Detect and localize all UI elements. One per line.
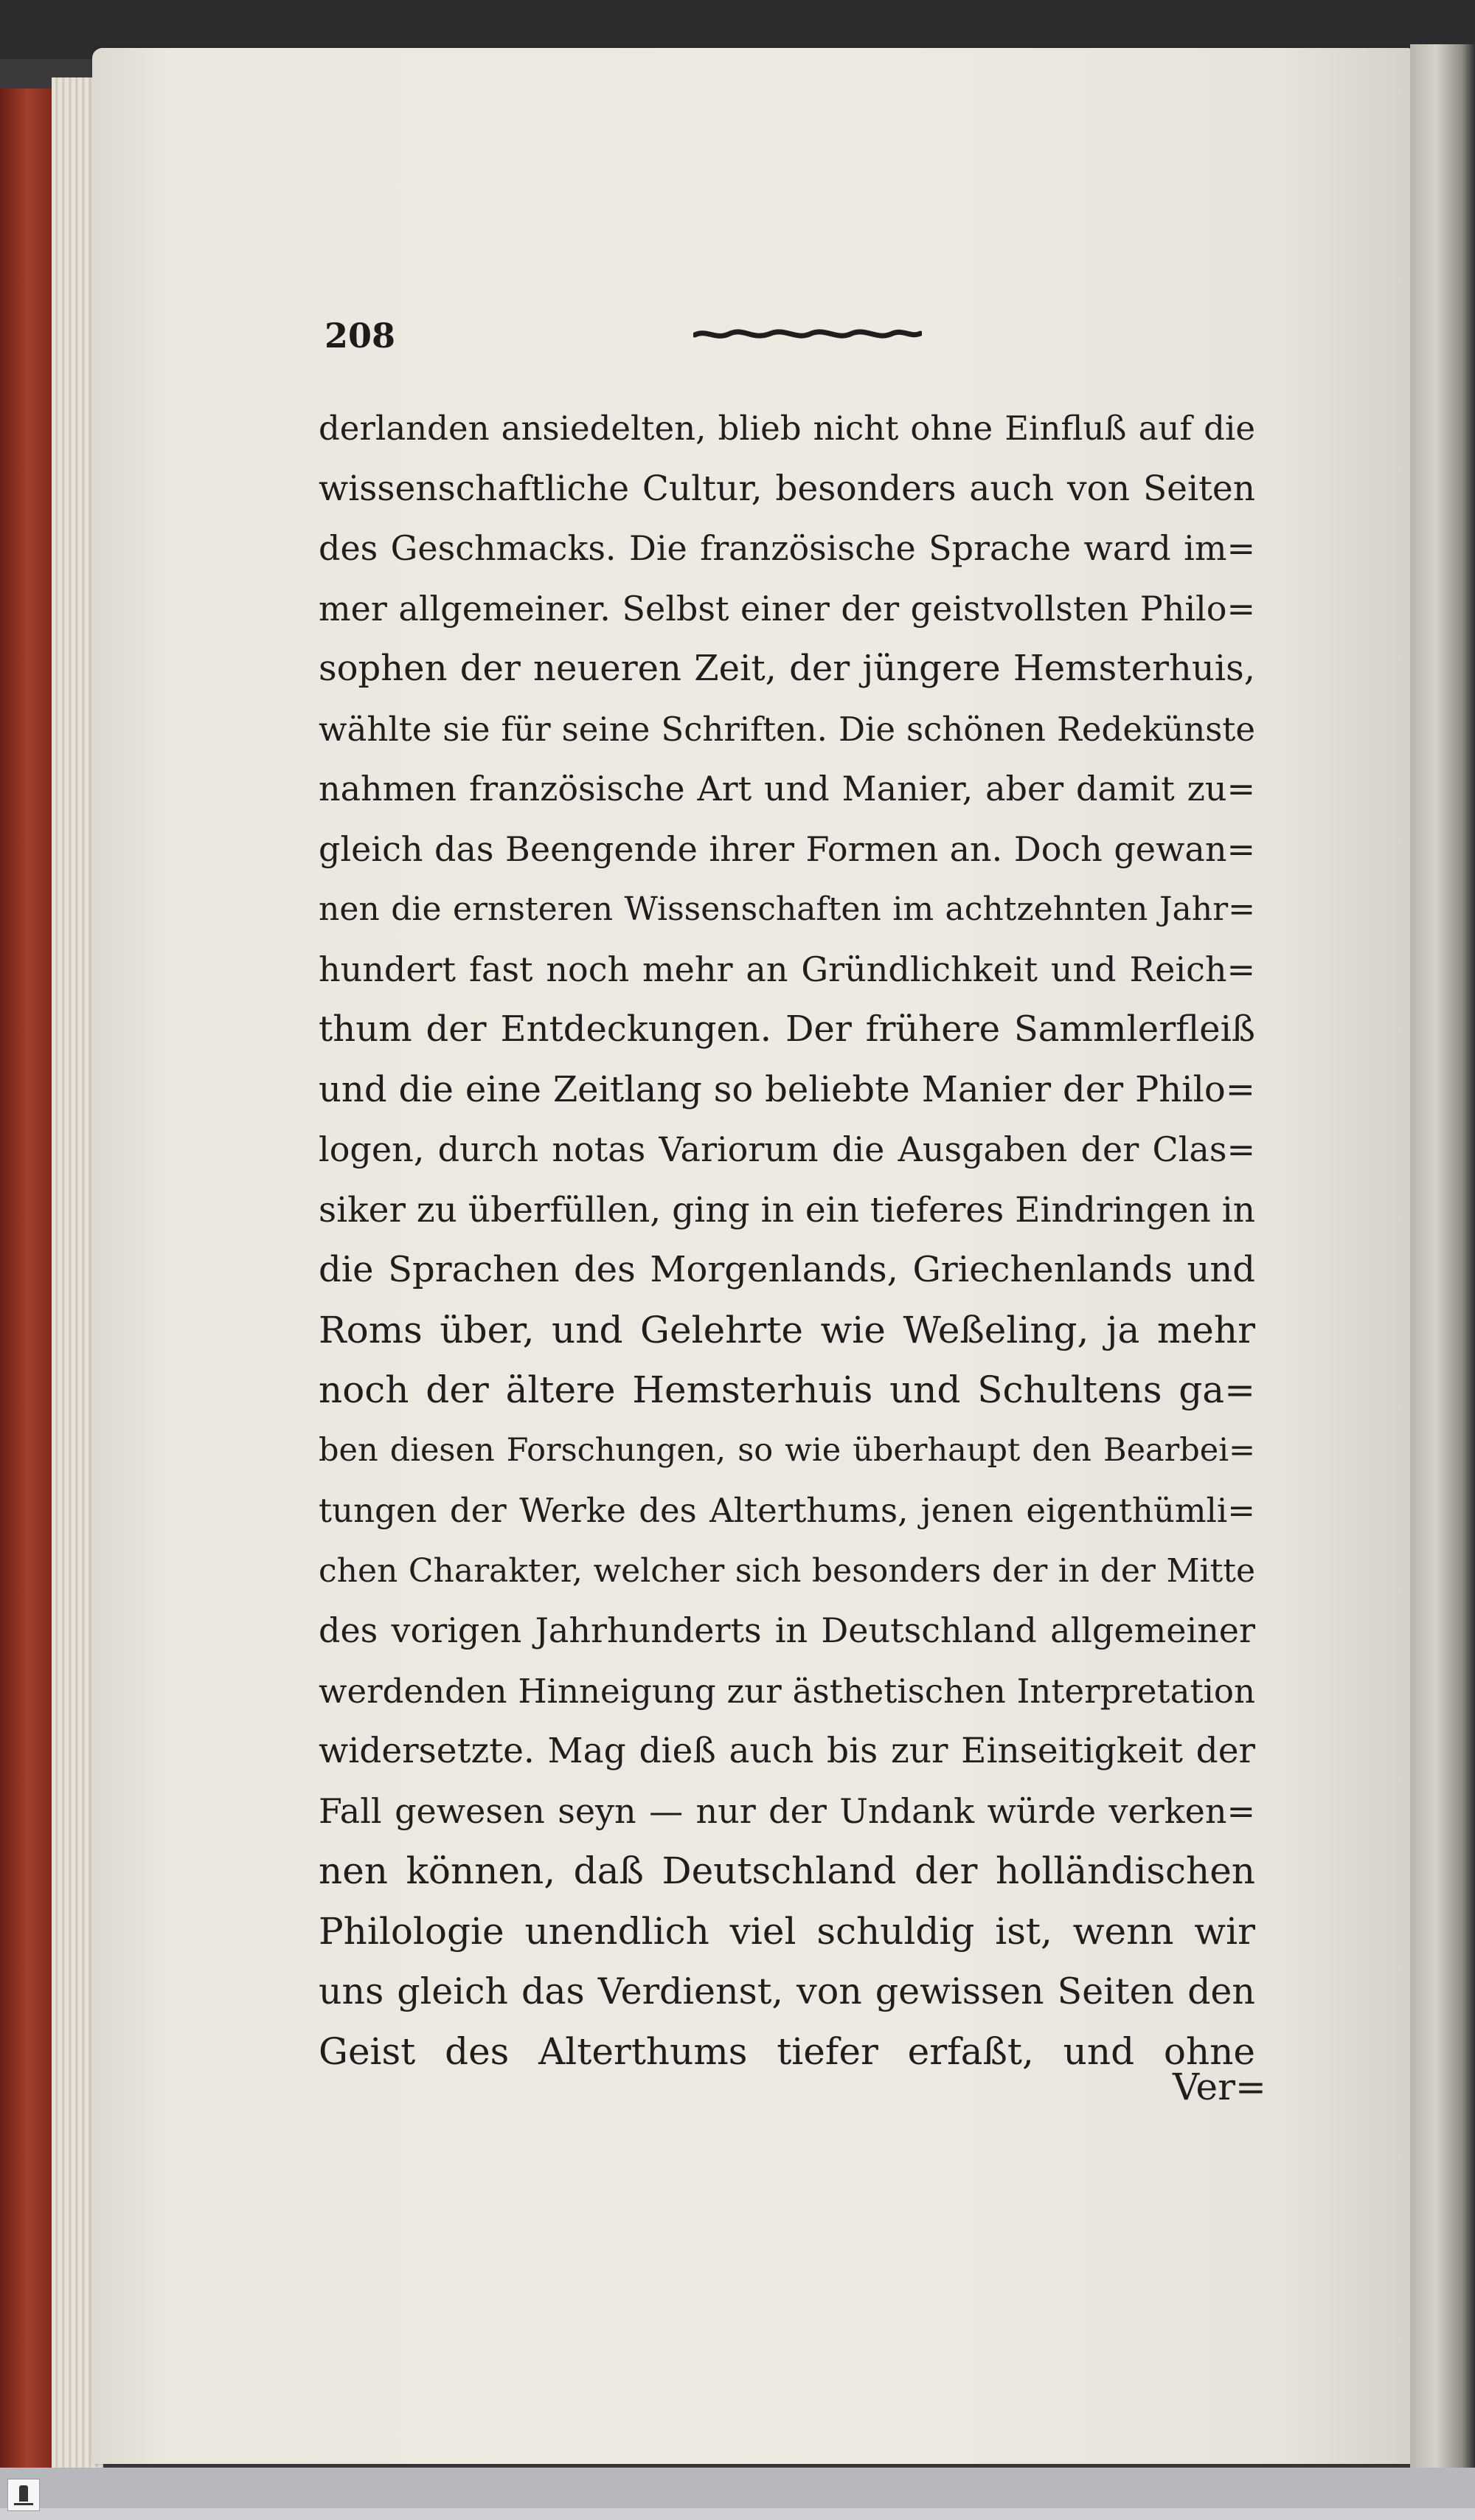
text-line: widersetzte. Mag dieß auch bis zur Einseitigkeit der — [319, 1731, 1255, 1771]
text-line: des Geschmacks. Die französische Sprache ward im= — [319, 528, 1255, 568]
text-line: uns gleich das Verdienst, von gewissen Seiten den — [319, 1970, 1255, 2012]
page-number: 208 — [324, 316, 396, 356]
text-line: Fall gewesen seyn — nur der Undank würde verken= — [319, 1790, 1255, 1831]
text-line: gleich das Beengende ihrer Formen an. Doch gewan= — [319, 828, 1255, 869]
text-line: sophen der neueren Zeit, der jüngere Hemsterhuis, — [319, 648, 1255, 689]
page-edges-right — [1410, 44, 1475, 2479]
text-line: noch der ältere Hemsterhuis und Schultens ga= — [319, 1368, 1255, 1411]
text-line: die Sprachen des Morgenlands, Griechenlands und — [319, 1249, 1255, 1290]
body-text — [319, 398, 1255, 2082]
text-line: wählte sie für seine Schriften. Die schönen Redekünste — [319, 709, 1255, 749]
text-line: nahmen französische Art und Manier, aber damit zu= — [319, 769, 1255, 809]
text-line: wissenschaftliche Cultur, besonders auch von Seiten — [319, 468, 1255, 509]
text-line: siker zu überfüllen, ging in ein tieferes Eindringen in — [319, 1189, 1255, 1230]
text-line: des vorigen Jahrhunderts in Deutschland allgemeiner — [319, 1610, 1255, 1650]
text-line: ben diesen Forschungen, so wie überhaupt den Bearbei= — [319, 1431, 1255, 1469]
catchword: Ver= — [1173, 2066, 1266, 2108]
library-logo-icon — [7, 2479, 40, 2511]
text-line: Philologie unendlich viel schuldig ist, wenn wir — [319, 1909, 1255, 1953]
text-line: tungen der Werke des Alterthums, jenen eigenthümli= — [319, 1491, 1255, 1530]
viewer-footer-strip — [0, 2508, 1475, 2520]
text-line: werdenden Hinneigung zur ästhetischen Interpretation — [319, 1671, 1255, 1711]
wavy-rule-ornament-icon — [693, 323, 922, 345]
scanner-background-bottom — [0, 2468, 1475, 2508]
text-line: hundert fast noch mehr an Gründlichkeit und Reich= — [319, 949, 1255, 989]
book-cover-edge — [0, 89, 52, 2471]
text-line: derlanden ansiedelten, blieb nicht ohne Einfluß auf die — [319, 409, 1255, 448]
text-line: thum der Entdeckungen. Der frühere Sammlerfleiß — [319, 1008, 1255, 1050]
text-line: chen Charakter, welcher sich besonders der in der Mitte — [319, 1551, 1255, 1590]
text-line: Roms über, und Gelehrte wie Weßeling, ja mehr — [319, 1308, 1255, 1351]
text-line: nen die ernsteren Wissenschaften im achtzehnten Jahr= — [319, 890, 1255, 928]
text-line: und die eine Zeitlang so beliebte Manier der Philo= — [319, 1068, 1255, 1110]
text-line: logen, durch notas Variorum die Ausgaben der Clas= — [319, 1129, 1255, 1169]
text-line: nen können, daß Deutschland der holländischen — [319, 1849, 1255, 1892]
text-line: Geist des Alterthums tiefer erfaßt, und ohne — [319, 2029, 1255, 2073]
text-line: mer allgemeiner. Selbst einer der geistvollsten Philo= — [319, 588, 1255, 629]
